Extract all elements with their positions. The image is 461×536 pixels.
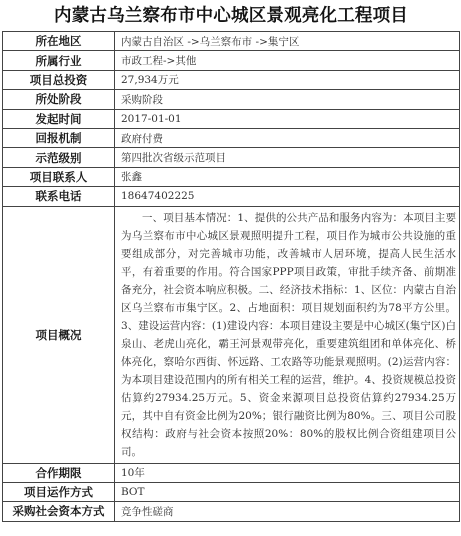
table-row: [3, 32, 460, 51]
overview-text: 一、项目基本情况：1、提供的公共产品和服务内容为：本项目主要为乌兰察布市中心城区景观照明提升工程，项目作为城市公共设施的重要组成部分，对完善城市功能，改善城市人居环境，提高人民生活水平，有着重要的作用。符合国家PPP项目政策，审批手续齐备、前期准备充分，社会资本响应积极。二、经济技术指标：1、区位：内蒙古自治区乌兰察布市集宁区。2、占地面积：项目规划面积约为78平方公里。3、建设运营内容：(1)建设内容：本项目建设主要是中心城区(集宁区)白泉山、老虎山亮化，霸王河景观带亮化，重要建筑组团和单体亮化、桥体亮化，察哈尔西街、怀远路、工农路等功能景观照明。(2)运营内容：为本项目建设范围内的所有相关工程的运营，维护。4、投资规模总投资估算约27934.25万元。5、资金来源项目总投资估算约27934.25万元，其中自有资金比例为20%；银行融资比例为80%。三、项目公司股权结构：政府与社会资本按照20%：80%的股权比例合资组建项目公司。: [115, 206, 460, 463]
table-row: [3, 90, 460, 109]
table-row: [3, 70, 460, 89]
row-value: 10年: [115, 463, 460, 482]
table-row: [3, 148, 460, 167]
table-row-overview: [3, 206, 460, 463]
row-value: 市政工程->其他: [115, 51, 460, 70]
table-row: [3, 51, 460, 70]
row-label: 项目联系人: [3, 167, 115, 186]
row-label: 项目运作方式: [3, 482, 115, 501]
row-label: 发起时间: [3, 109, 115, 128]
row-label: 所在地区: [3, 32, 115, 51]
row-value: 张鑫: [115, 167, 460, 186]
row-label: 联系电话: [3, 187, 115, 206]
row-label: 项目总投资: [3, 70, 115, 89]
table-row: [3, 482, 460, 501]
row-label: 合作期限: [3, 463, 115, 482]
row-label: 采购社会资本方式: [3, 502, 115, 521]
row-value: 第四批次省级示范项目: [115, 148, 460, 167]
row-value: BOT: [115, 482, 460, 501]
row-value: 内蒙古自治区 ->乌兰察布市 ->集宁区: [115, 32, 460, 51]
row-value: 竞争性磋商: [115, 502, 460, 521]
row-value: 18647402225: [115, 187, 460, 206]
row-label: 所属行业: [3, 51, 115, 70]
table-row: [3, 187, 460, 206]
project-info-table: [2, 31, 460, 522]
row-label: 所处阶段: [3, 90, 115, 109]
overview-label: 项目概况: [3, 206, 115, 463]
row-value: 27,934万元: [115, 70, 460, 89]
table-row: [3, 128, 460, 147]
page-title: 内蒙古乌兰察布市中心城区景观亮化工程项目: [54, 6, 408, 26]
row-value: 政府付费: [115, 128, 460, 147]
table-row: [3, 463, 460, 482]
row-label: 示范级别: [3, 148, 115, 167]
table-row: [3, 167, 460, 186]
table-row: [3, 109, 460, 128]
table-row: [3, 502, 460, 521]
row-value: 采购阶段: [115, 90, 460, 109]
row-value: 2017-01-01: [115, 109, 460, 128]
row-label: 回报机制: [3, 128, 115, 147]
